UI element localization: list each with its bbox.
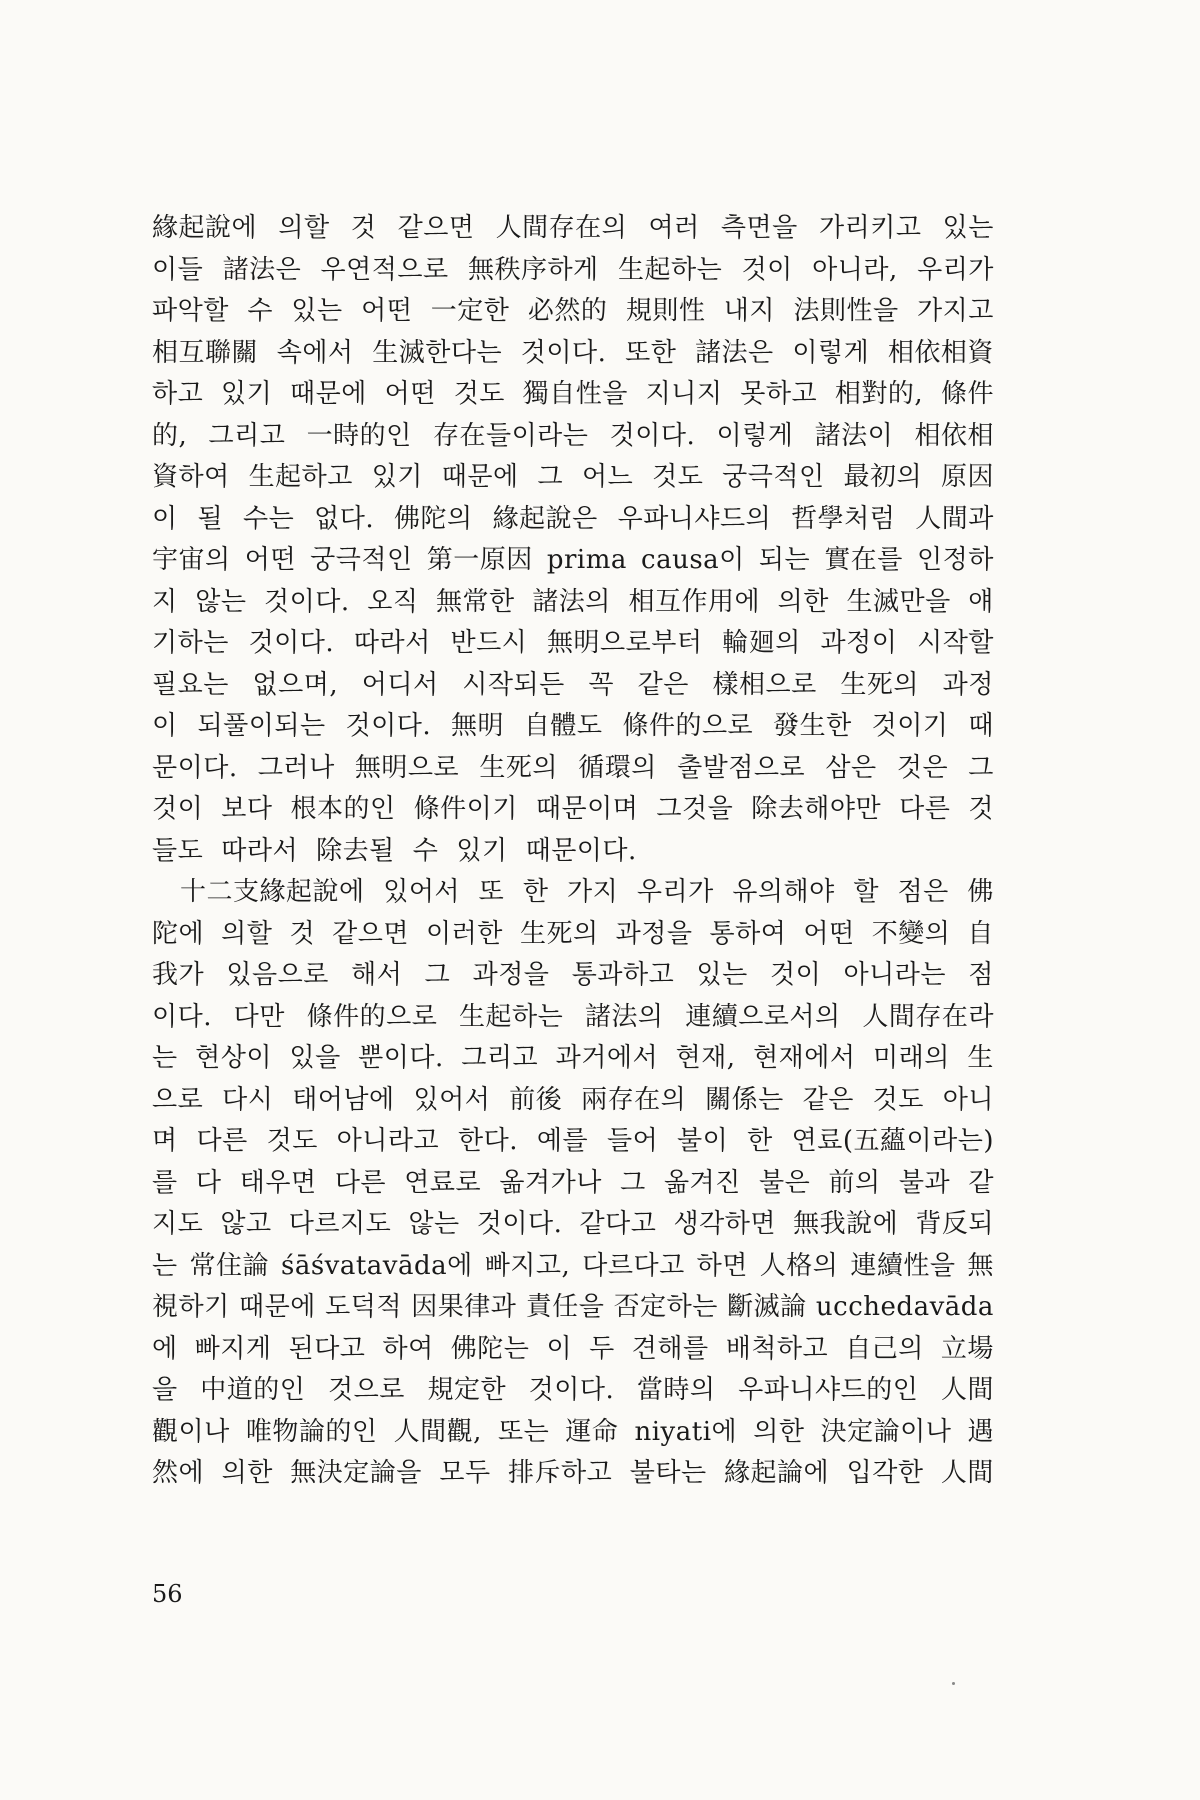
text-line: 으로 다시 태어남에 있어서 前後 兩存在의 關係는 같은 것도 아니 (152, 1084, 994, 1115)
text-line: 기하는 것이다. 따라서 반드시 無明으로부터 輪廻의 과정이 시작할 (152, 628, 994, 658)
text-line: 宇宙의 어떤 궁극적인 第一原因 prima causa이 되는 實在를 인정하 (152, 545, 994, 575)
text-line: 緣起說에 의할 것 같으면 人間存在의 여러 측면을 가리키고 있는 (152, 213, 994, 243)
page-number: 56 (152, 1580, 183, 1608)
text-line: 문이다. 그러나 無明으로 生死의 循環의 출발점으로 삼은 것은 그 (152, 752, 994, 783)
text-line: 然에 의한 無決定論을 모두 排斥하고 불타는 緣起論에 입각한 人間 (152, 1458, 994, 1488)
text-line: 이 되풀이되는 것이다. 無明 自體도 條件的으로 發生한 것이기 때 (152, 711, 994, 741)
scan-speck (952, 1682, 955, 1685)
text-line: 지 않는 것이다. 오직 無常한 諸法의 相互作用에 의한 生滅만을 얘 (152, 586, 994, 617)
text-line: 하고 있기 때문에 어떤 것도 獨自性을 지니지 못하고 相對的, 條件 (152, 379, 994, 409)
text-line: 는 常住論 śāśvatavāda에 빠지고, 다르다고 하면 人格의 連續性을 無 (152, 1250, 994, 1281)
text-line: 는 현상이 있을 뿐이다. 그리고 과거에서 현재, 현재에서 미래의 生 (152, 1043, 994, 1073)
text-line: 十二支緣起說에 있어서 또 한 가지 우리가 유의해야 할 점은 佛 (180, 877, 994, 907)
text-line: 이다. 다만 條件的으로 生起하는 諸法의 連續으로서의 人間存在라 (152, 1001, 994, 1032)
text-line: 相互聯關 속에서 生滅한다는 것이다. 또한 諸法은 이렇게 相依相資 (152, 337, 994, 368)
text-line: 며 다른 것도 아니라고 한다. 예를 들어 불이 한 연료(五蘊이라는) (152, 1126, 994, 1156)
text-line: 을 中道的인 것으로 規定한 것이다. 當時의 우파니샤드的인 人間 (152, 1375, 994, 1405)
text-line: 資하여 生起하고 있기 때문에 그 어느 것도 궁극적인 最初의 原因 (152, 462, 994, 492)
text-line: 들도 따라서 除去될 수 있기 때문이다. (152, 835, 637, 866)
text-line: 파악할 수 있는 어떤 一定한 必然的 規則性 내지 法則性을 가지고 (152, 296, 994, 326)
text-line: 필요는 없으며, 어디서 시작되든 꼭 같은 樣相으로 生死의 과정 (152, 669, 994, 700)
body-text (152, 208, 994, 1495)
text-line: 지도 않고 다르지도 않는 것이다. 같다고 생각하면 無我說에 背反되 (152, 1209, 994, 1239)
text-line: 것이 보다 根本的인 條件이기 때문이며 그것을 除去해야만 다른 것 (152, 794, 994, 824)
text-line: 이들 諸法은 우연적으로 無秩序하게 生起하는 것이 아니라, 우리가 (152, 254, 994, 285)
text-line: 我가 있음으로 해서 그 과정을 통과하고 있는 것이 아니라는 점 (152, 960, 994, 990)
text-line: 를 다 태우면 다른 연료로 옮겨가나 그 옮겨진 불은 前의 불과 같 (152, 1167, 994, 1198)
text-line: 視하기 때문에 도덕적 因果律과 責任을 否定하는 斷滅論 ucchedavāda (152, 1292, 994, 1322)
text-line: 이 될 수는 없다. 佛陀의 緣起說은 우파니샤드의 哲學처럼 人間과 (152, 503, 994, 534)
text-line: 的, 그리고 一時的인 存在들이라는 것이다. 이렇게 諸法이 相依相 (152, 420, 994, 451)
text-line: 에 빠지게 된다고 하여 佛陀는 이 두 견해를 배척하고 自己의 立場 (152, 1333, 994, 1364)
text-line: 觀이나 唯物論的인 人間觀, 또는 運命 niyati에 의한 決定論이나 遇 (152, 1416, 994, 1447)
text-line: 陀에 의할 것 같으면 이러한 生死의 과정을 통하여 어떤 不變의 自 (152, 918, 994, 949)
